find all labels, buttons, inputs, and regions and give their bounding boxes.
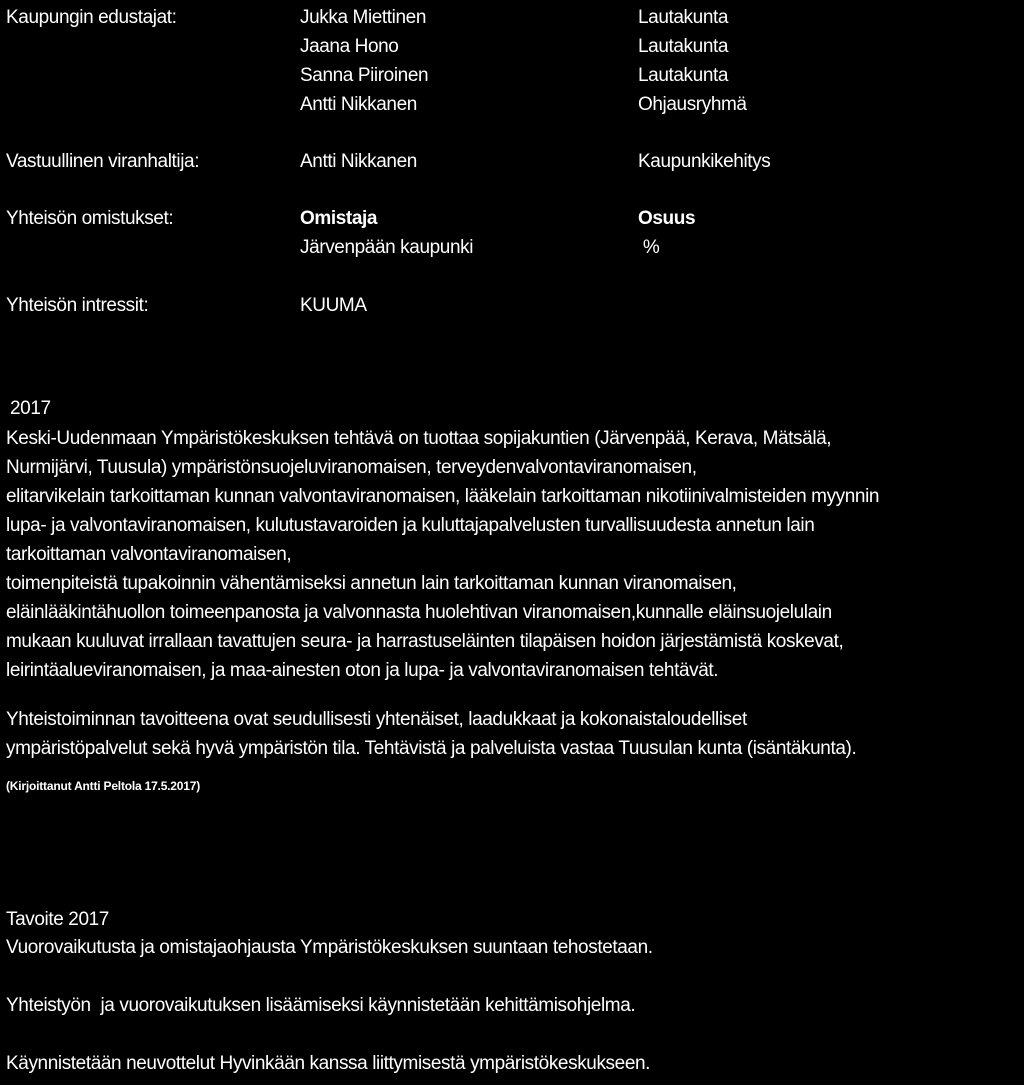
- target-item: Yhteistyön ja vuorovaikutuksen lisäämiseksi käynnistetään kehittämisohjelma.: [6, 995, 636, 1016]
- representative-name: Jaana Hono: [300, 36, 399, 57]
- description-line: mukaan kuuluvat irrallaan tavattujen seura- ja harrastuseläinten tilapäisen hoidon järjestämistä koskevat,: [6, 631, 844, 652]
- representative-name: Jukka Miettinen: [300, 7, 427, 28]
- description-line: leirintäalueviranomaisen, ja maa-ainesten oton ja lupa- ja valvontaviranomaisen tehtävät.: [6, 660, 719, 681]
- description-paragraph: [6, 424, 1024, 685]
- representatives-label: Kaupungin edustajat:: [6, 7, 177, 28]
- representative-name: Sanna Piiroinen: [300, 65, 429, 86]
- responsible-label: Vastuullinen viranhaltija:: [6, 151, 200, 172]
- owner-column-header: Omistaja: [300, 208, 378, 229]
- goal-line: ympäristöpalvelut sekä hyvä ympäristön tila. Tehtävistä ja palveluista vastaa Tuusulan kunta (isäntäkunta).: [6, 738, 857, 759]
- representative-role: Lautakunta: [638, 7, 729, 28]
- ownership-label: Yhteisön omistukset:: [6, 208, 174, 229]
- owner-name: Järvenpään kaupunki: [300, 237, 474, 258]
- responsible-name: Antti Nikkanen: [300, 151, 417, 172]
- description-year: 2017: [10, 398, 51, 419]
- representative-role: Ohjausryhmä: [638, 94, 747, 115]
- representative-role: Lautakunta: [638, 36, 729, 57]
- interests-label: Yhteisön intressit:: [6, 295, 149, 316]
- description-line: tarkoittaman valvontaviranomaisen,: [6, 544, 292, 565]
- goal-line: Yhteistoiminnan tavoitteena ovat seudullisesti yhtenäiset, laadukkaat ja kokonaistaloudelliset: [6, 709, 747, 730]
- description-line: eläinlääkintähuollon toimeenpanosta ja valvonnasta huolehtivan viranomaisen,kunnalle eläinsuojelulain: [6, 602, 832, 623]
- description-line: lupa- ja valvontaviranomaisen, kulutustavaroiden ja kuluttajapalvelusten turvallisuudesta annetun lain: [6, 515, 815, 536]
- description-line: Nurmijärvi, Tuusula) ympäristönsuojeluviranomaisen, terveydenvalvontaviranomaisen,: [6, 457, 697, 478]
- share-column-header: Osuus: [638, 208, 696, 229]
- responsible-unit: Kaupunkikehitys: [638, 151, 771, 172]
- interests-value: KUUMA: [300, 295, 367, 316]
- description-line: toimenpiteistä tupakoinnin vähentämiseksi annetun lain tarkoittaman kunnan viranomaisen,: [6, 573, 737, 594]
- owner-share: %: [638, 237, 660, 258]
- representative-name: Antti Nikkanen: [300, 94, 417, 115]
- description-line: Keski-Uudenmaan Ympäristökeskuksen tehtävä on tuottaa sopijakuntien (Järvenpää, Kerava, Mätsälä,: [6, 428, 832, 449]
- target-item: Käynnistetään neuvottelut Hyvinkään kanssa liittymisestä ympäristökeskukseen.: [6, 1053, 651, 1074]
- description-line: elitarvikelain tarkoittaman kunnan valvontaviranomaisen, lääkelain tarkoittaman nikotiinivalmisteiden myynnin: [6, 486, 880, 507]
- goal-paragraph: [6, 705, 1024, 763]
- author-note: (Kirjoittanut Antti Peltola 17.5.2017): [6, 779, 200, 793]
- targets-title: Tavoite 2017: [6, 909, 109, 930]
- representative-role: Lautakunta: [638, 65, 729, 86]
- target-item: Vuorovaikutusta ja omistajaohjausta Ympäristökeskuksen suuntaan tehostetaan.: [6, 937, 653, 958]
